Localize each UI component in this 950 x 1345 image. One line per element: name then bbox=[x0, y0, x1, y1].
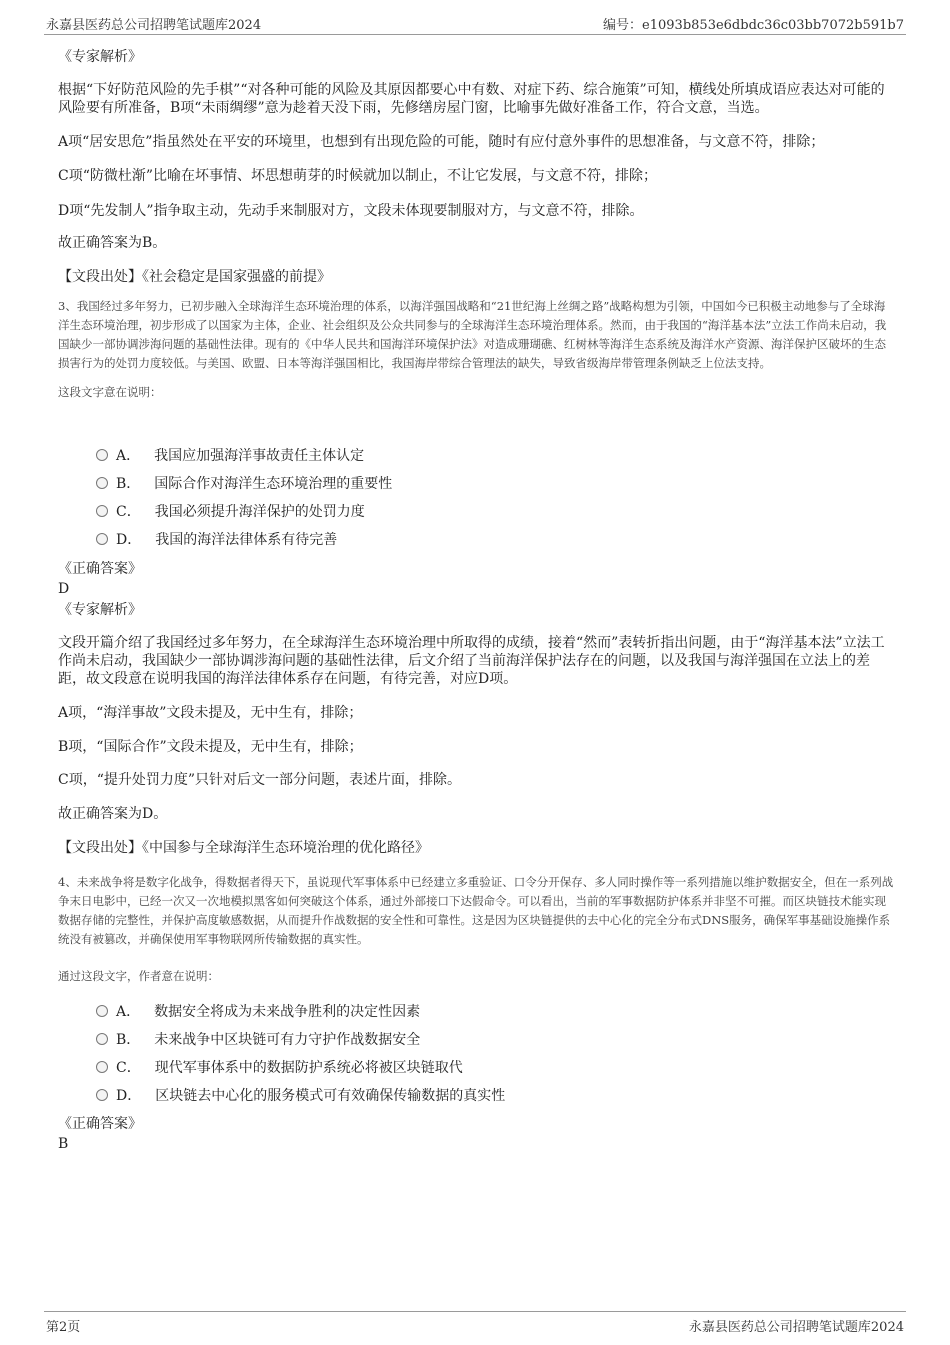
option-letter: D． bbox=[116, 532, 142, 548]
page-footer bbox=[44, 1311, 906, 1336]
q3-option-a[interactable] bbox=[96, 446, 364, 466]
q4-option-d[interactable] bbox=[96, 1086, 505, 1106]
q4-passage: 4、未来战争将是数字化战争，得数据者得天下，虽说现代军事体系中已经建立多重验证、口令分开保存、多人同时操作等一系列措施以维护数据安全，但在一系列战争末日电影中，已经一次又一次地模拟黑客如何突破这个体系，通过外部接口下达假命令。可以看出，当前的军事数据防护体系并非坚不可摧。而区块链技术能实现数据存储的完整性，并保护高度敏感数据，从而提升作战数据的安全性和可靠性。这是因为区块链提供的去中心化的完全分布式DNS服务，确保军事基础设施操作系统没有被篡改，并确保使用军事物联网所传输数据的真实性。 bbox=[58, 875, 894, 946]
header-doc-code: 编号：e1093b853e6dbdc36c03bb7072b591b7 bbox=[603, 18, 904, 33]
option-text: 我国的海洋法律体系有待完善 bbox=[155, 532, 338, 548]
option-letter: B． bbox=[116, 476, 141, 492]
radio-icon[interactable] bbox=[96, 1089, 108, 1101]
q3-passage: 3、我国经过多年努力，已初步融入全球海洋生态环境治理的体系，以海洋强国战略和“21世纪海上丝绸之路”战略构想为引领，中国如今已积极主动地参与了全球海洋生态环境治理，初步形成了以国家为主体，企业、社会组织及公众共同参与的全球海洋生态环境治理体系。然而，由于我国的“海洋基本法”立法工作尚未启动，我国缺少一部协调涉海问题的基础性法律。现有的《中华人民共和国海洋环境保护法》对造成珊瑚礁、红树林等海洋生态系统及海洋水产资源、海洋保护区破坏的生态损害行为的处罚力度较低。与美国、欧盟、日本等海洋强国相比，我国海岸带综合管理法的缺失，导致省级海岸带管理条例缺乏上位法支持。 bbox=[58, 299, 887, 370]
option-letter: A． bbox=[116, 448, 141, 464]
option-text: 我国应加强海洋事故责任主体认定 bbox=[154, 448, 365, 464]
q4-answer-title: 《正确答案》 bbox=[58, 1116, 142, 1132]
prev-analysis-option-a: A项“居安思危”指虽然处在平安的环境里，也想到有出现危险的可能，随时有应付意外事件的思想准备，与文意不符，排除； bbox=[58, 134, 825, 150]
q3-option-b[interactable] bbox=[96, 474, 392, 494]
radio-icon[interactable] bbox=[96, 533, 108, 545]
q3-answer: D bbox=[58, 581, 70, 597]
option-text: 区块链去中心化的服务模式可有效确保传输数据的真实性 bbox=[155, 1088, 506, 1104]
q3-answer-title: 《正确答案》 bbox=[58, 561, 142, 577]
q3-option-d[interactable] bbox=[96, 530, 337, 550]
option-text: 数据安全将成为未来战争胜利的决定性因素 bbox=[154, 1004, 421, 1020]
option-letter: C． bbox=[116, 504, 141, 520]
option-text: 国际合作对海洋生态环境治理的重要性 bbox=[154, 476, 393, 492]
radio-icon[interactable] bbox=[96, 1033, 108, 1045]
prev-analysis-option-c: C项“防微杜渐”比喻在坏事情、坏思想萌芽的时候就加以制止，不让它发展，与文意不符，排除； bbox=[58, 168, 658, 184]
q3-conclusion: 故正确答案为D。 bbox=[58, 806, 168, 822]
option-text: 现代军事体系中的数据防护系统必将被区块链取代 bbox=[154, 1060, 463, 1076]
prev-analysis-title: 《专家解析》 bbox=[58, 49, 142, 65]
q3-analysis-title: 《专家解析》 bbox=[58, 602, 142, 618]
page-number: 第2页 bbox=[46, 1320, 81, 1335]
radio-icon[interactable] bbox=[96, 449, 108, 461]
prev-analysis-paragraph: 根据“下好防范风险的先手棋”“对各种可能的风险及其原因都要心中有数、对症下药、综合施策”可知，横线处所填成语应表达对可能的风险要有所准备，B项“未雨绸缪”意为趁着天没下雨，先修缮房屋门窗，比喻事先做好准备工作，符合文意，当选。 bbox=[58, 82, 885, 116]
q4-option-a[interactable] bbox=[96, 1002, 420, 1022]
q3-analysis-option-c: C项，“提升处罚力度”只针对后文一部分问题，表述片面，排除。 bbox=[58, 772, 462, 788]
q3-option-c[interactable] bbox=[96, 502, 365, 522]
header-title: 永嘉县医药总公司招聘笔试题库2024 bbox=[46, 18, 262, 33]
option-text: 未来战争中区块链可有力守护作战数据安全 bbox=[154, 1032, 421, 1048]
option-letter: B． bbox=[116, 1032, 141, 1048]
radio-icon[interactable] bbox=[96, 505, 108, 517]
prev-analysis-option-d: D项“先发制人”指争取主动，先动手来制服对方，文段未体现要制服对方，与文意不符，排除。 bbox=[58, 203, 644, 219]
q3-analysis-paragraph: 文段开篇介绍了我国经过多年努力，在全球海洋生态环境治理中所取得的成绩，接着“然而”表转折指出问题，由于“海洋基本法”立法工作尚未启动，我国缺少一部协调涉海问题的基础性法律，后文介绍了当前海洋保护法存在的问题，以及我国与海洋强国在立法上的差距，故文段意在说明我国的海洋法律体系存在问题，有待完善，对应D项。 bbox=[58, 635, 885, 687]
radio-icon[interactable] bbox=[96, 1005, 108, 1017]
prev-source: 【文段出处】《社会稳定是国家强盛的前提》 bbox=[58, 269, 331, 285]
option-letter: A． bbox=[116, 1004, 141, 1020]
option-letter: D． bbox=[116, 1088, 142, 1104]
q4-option-c[interactable] bbox=[96, 1058, 463, 1078]
q4-option-b[interactable] bbox=[96, 1030, 420, 1050]
q3-prompt: 这段文字意在说明： bbox=[58, 385, 162, 399]
q3-analysis-option-a: A项，“海洋事故”文段未提及，无中生有，排除； bbox=[58, 705, 363, 721]
q4-prompt: 通过这段文字，作者意在说明： bbox=[58, 969, 219, 983]
radio-icon[interactable] bbox=[96, 477, 108, 489]
page-header bbox=[44, 12, 906, 35]
q3-source: 【文段出处】《中国参与全球海洋生态环境治理的优化路径》 bbox=[58, 840, 429, 856]
option-letter: C． bbox=[116, 1060, 141, 1076]
q3-analysis-option-b: B项，“国际合作”文段未提及，无中生有，排除； bbox=[58, 739, 363, 755]
option-text: 我国必须提升海洋保护的处罚力度 bbox=[154, 504, 365, 520]
footer-title: 永嘉县医药总公司招聘笔试题库2024 bbox=[688, 1320, 904, 1335]
radio-icon[interactable] bbox=[96, 1061, 108, 1073]
q4-answer: B bbox=[58, 1136, 69, 1152]
prev-conclusion: 故正确答案为B。 bbox=[58, 235, 167, 251]
